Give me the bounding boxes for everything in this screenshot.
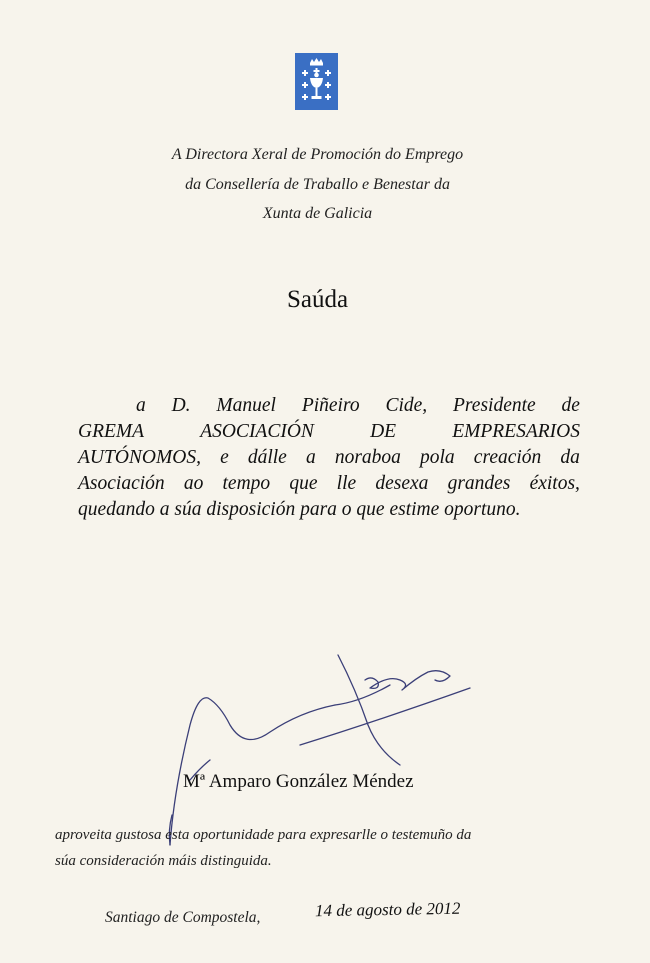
body-line-3 xyxy=(78,445,580,471)
closing-line-2: súa consideración máis distinguida. xyxy=(55,853,272,869)
xunta-emblem xyxy=(295,53,338,110)
body-word: grandes xyxy=(447,473,511,494)
body-word: GREMA xyxy=(78,421,145,442)
body-word: éxitos, xyxy=(529,473,580,494)
body-word: desexa xyxy=(375,473,429,494)
body-word: a xyxy=(305,447,316,468)
closing-text xyxy=(55,822,590,874)
body-word: ao xyxy=(183,473,204,494)
body-text: quedando a súa disposición para o que estime oportuno. xyxy=(78,499,521,520)
body-word: dálle xyxy=(247,447,287,468)
body-word: de xyxy=(561,395,580,416)
body-line-2 xyxy=(78,419,580,445)
body-word: lle xyxy=(336,473,357,494)
body-line-5 xyxy=(78,497,580,523)
closing-line-1: aproveita gustosa esta oportunidade para expresarlle o testemuño da xyxy=(55,827,472,843)
letter-date: 14 de agosto de 2012 xyxy=(314,898,461,921)
body-word: Manuel xyxy=(216,395,276,416)
header-line-2: da Consellería de Traballo e Benestar da xyxy=(185,175,450,193)
body-word: Presidente xyxy=(453,395,536,416)
body-word: Cide, xyxy=(385,395,428,416)
letter-body xyxy=(78,393,580,523)
body-line-4 xyxy=(78,471,580,497)
body-word: tempo xyxy=(222,473,271,494)
body-word: Piñeiro xyxy=(301,395,360,416)
header-line-3: Xunta de Galicia xyxy=(262,205,373,222)
signer-name: Mª Amparo González Méndez xyxy=(183,771,414,792)
place-of-signing: Santiago de Compostela, xyxy=(105,909,261,926)
xunta-emblem-icon xyxy=(295,53,338,110)
body-word: pola xyxy=(420,447,455,468)
letter-header xyxy=(0,140,635,229)
body-word: a xyxy=(136,395,146,416)
body-word: Asociación xyxy=(78,473,165,494)
body-word: DE xyxy=(370,421,397,442)
body-word: e xyxy=(220,447,229,468)
body-word: da xyxy=(560,447,580,468)
body-word: noraboa xyxy=(334,447,401,468)
body-word: D. xyxy=(171,395,191,416)
body-word: EMPRESARIOS xyxy=(452,421,580,442)
body-word: ASOCIACIÓN xyxy=(200,421,314,442)
body-line-1 xyxy=(78,393,580,419)
letter-title: Saúda xyxy=(286,286,349,313)
body-word: AUTÓNOMOS, xyxy=(78,447,201,468)
header-line-1: A Directora Xeral de Promoción do Emprego xyxy=(171,146,464,163)
body-word: creación xyxy=(473,447,542,468)
body-word: que xyxy=(289,473,318,494)
